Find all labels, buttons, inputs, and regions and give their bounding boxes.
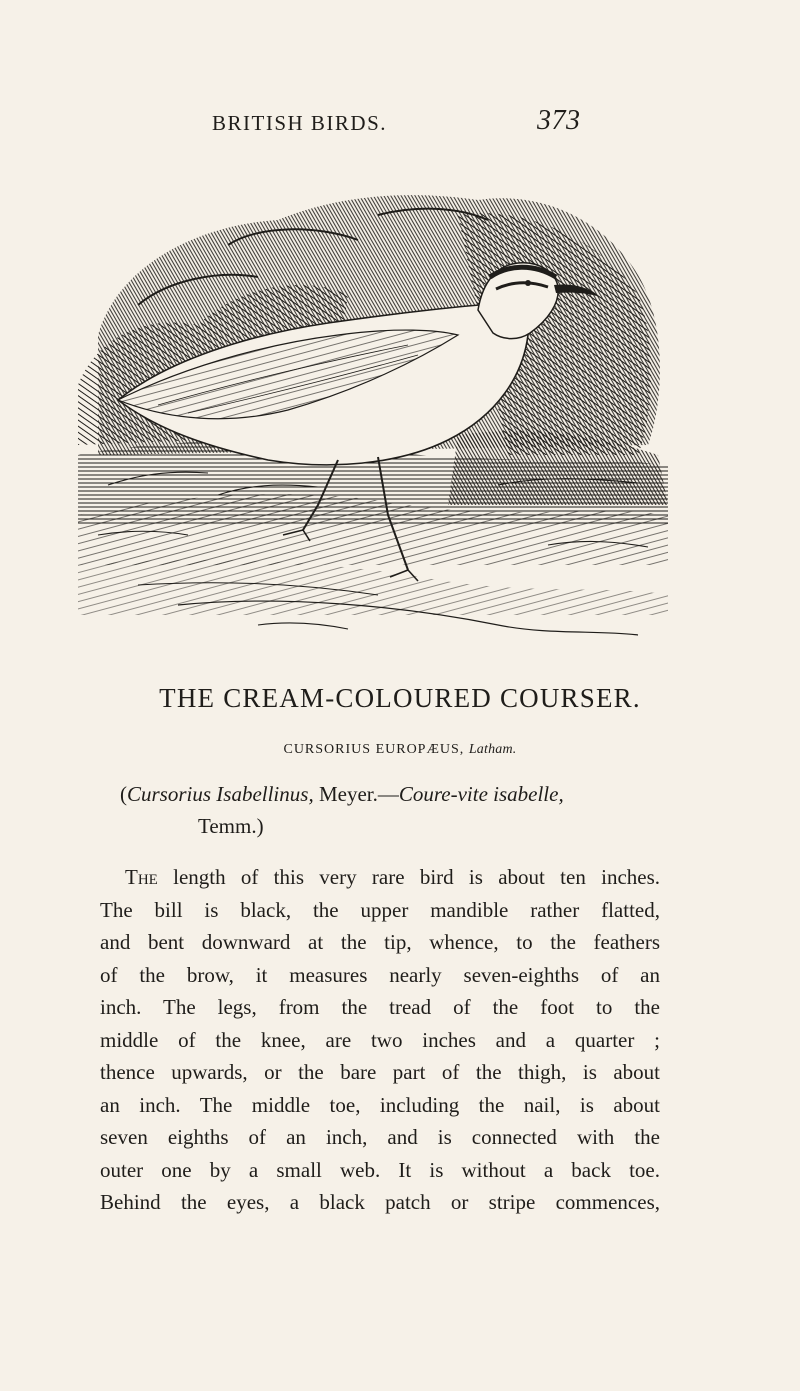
text-line: an inch. The middle toe, including the nail, is about: [100, 1092, 660, 1117]
synonym-name: Cursorius Isabellinus,: [127, 782, 314, 806]
scientific-authority: Latham.: [468, 742, 517, 757]
text-line: Behind the eyes, a black patch or stripe commences,: [100, 1190, 660, 1214]
text-line: of the brow, it measures nearly seven-eighths of an: [100, 962, 660, 987]
scientific-name-line: [0, 742, 800, 758]
article-title: THE CREAM-COLOURED COURSER.: [159, 683, 641, 713]
text-line: outer one by a small web. It is without a back toe.: [100, 1157, 660, 1182]
page-number: 373: [537, 105, 581, 136]
text-line: The bill is black, the upper mandible rather flatted,: [100, 897, 660, 922]
synonym-dash: —: [377, 782, 399, 806]
running-head: BRITISH BIRDS.: [212, 111, 388, 135]
lead-word: The: [125, 865, 158, 889]
scientific-name: CURSORIUS EUROPÆUS,: [283, 742, 465, 757]
text-line: thence upwards, or the bare part of the thigh, is about: [100, 1060, 660, 1084]
body-paragraph: [100, 861, 685, 1219]
text-line: seven eighths of an inch, and is connected with the: [100, 1125, 660, 1149]
text-line: inch. The legs, from the tread of the foot to the: [100, 995, 660, 1019]
text-line: middle of the knee, are two inches and a quarter ;: [100, 1027, 660, 1052]
text-line: [100, 861, 660, 894]
synonym-open-paren: (: [120, 782, 127, 806]
text-line: and bent downward at the tip, whence, to the feathers: [100, 930, 660, 954]
synonym-alt-name: Coure-vite isabelle,: [398, 782, 564, 806]
text-line-content: length of this very rare bird is about ten inches.: [173, 865, 661, 889]
synonym-block: [120, 778, 690, 842]
synonym-close: Temm.): [198, 814, 264, 838]
courser-engraving: [78, 185, 668, 670]
synonym-author: Meyer.: [318, 782, 378, 806]
